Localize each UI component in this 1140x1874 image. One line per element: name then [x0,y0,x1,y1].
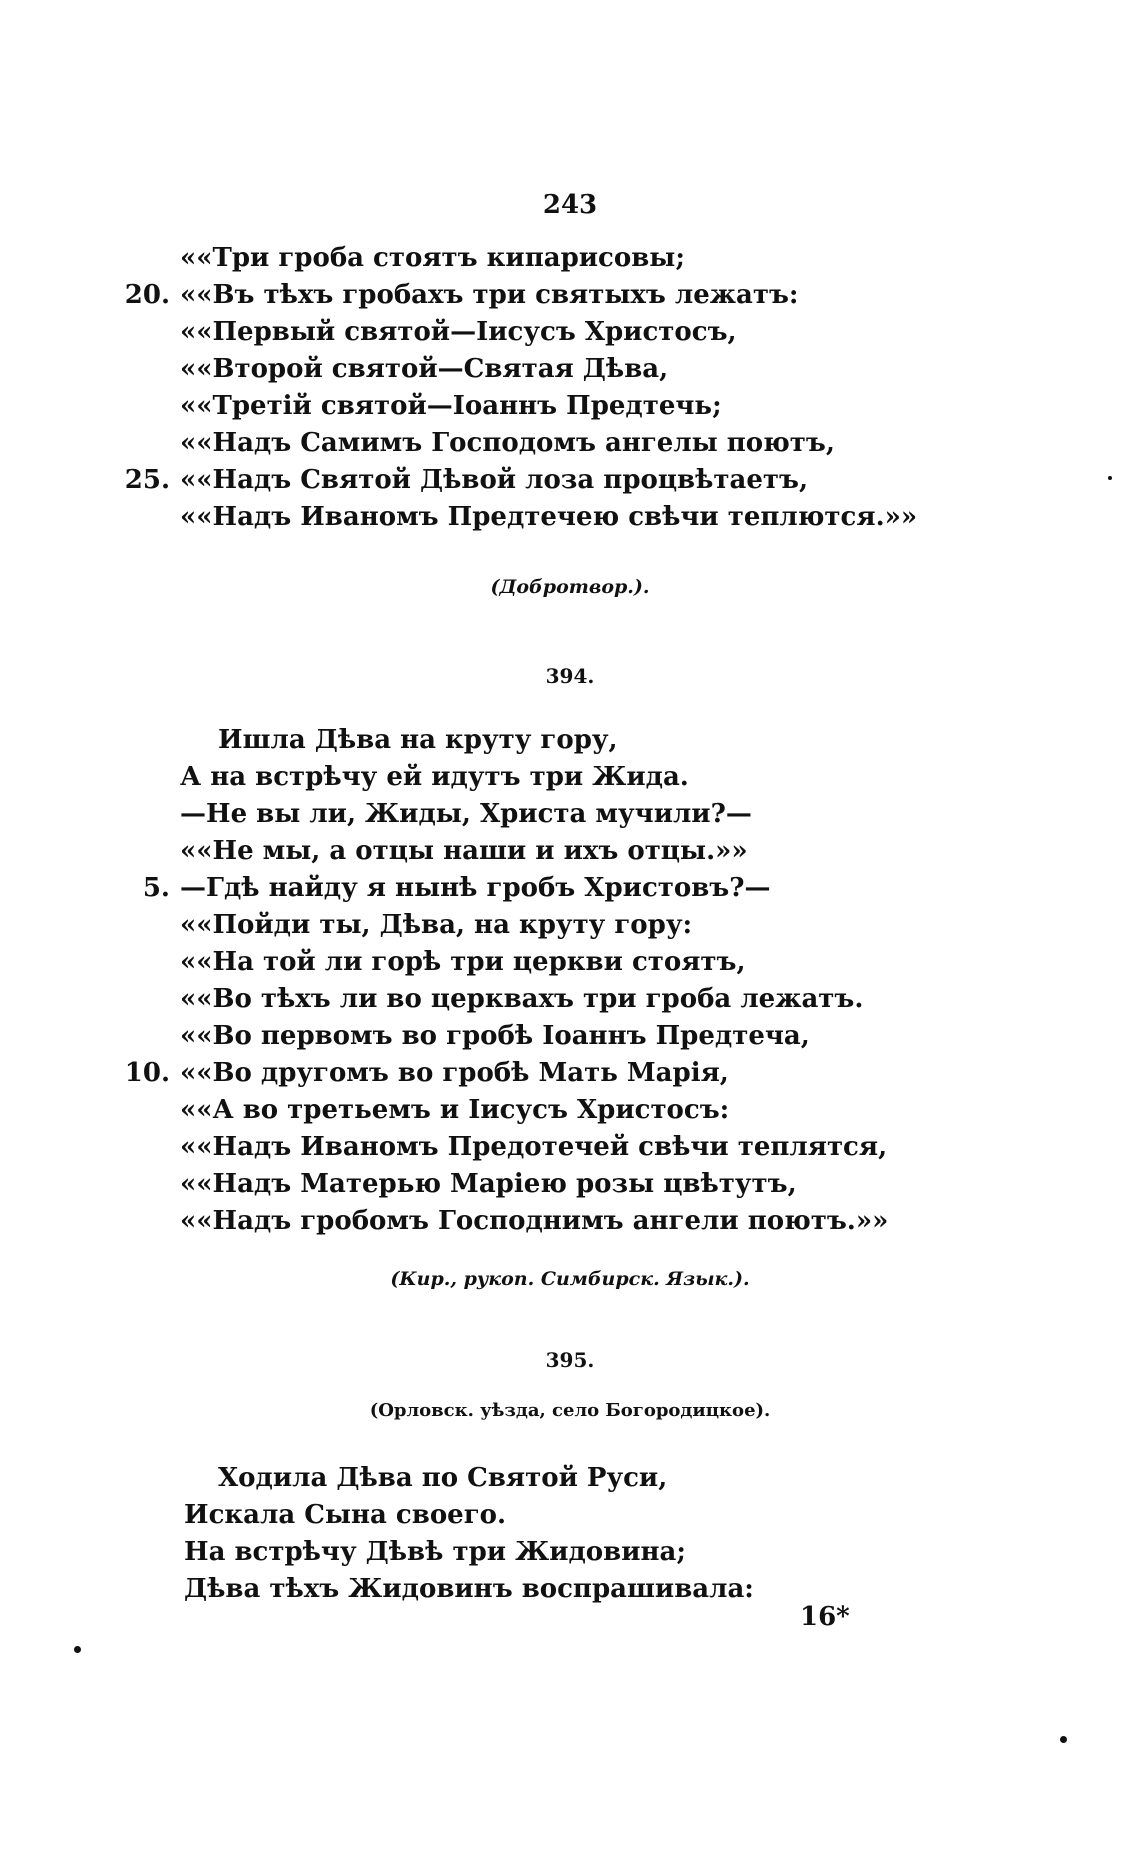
line-text: ««Надъ Святой Дѣвой лоза процвѣтаетъ, [180,465,809,495]
line-number: 5. [142,873,170,903]
line-text: ««Третій святой—Іоаннъ Предтечь; [180,391,722,421]
line-text: ««Второй святой—Святая Дѣва, [180,354,669,384]
line-text: Ходила Дѣва по Святой Руси, [218,1463,668,1493]
line-text: А на встрѣчу ей идутъ три Жида. [180,762,689,792]
line-text: ««Надъ Самимъ Господомъ ангелы поютъ, [180,428,835,458]
line-text: ««Во первомъ во гробѣ Іоаннъ Предтеча, [180,1021,810,1051]
line-text: ««Во тѣхъ ли во церквахъ три гроба лежатъ. [180,984,864,1014]
line-text: На встрѣчу Дѣвѣ три Жидовина; [184,1537,686,1567]
line-text: ««Надъ гробомъ Господнимъ ангели поютъ.»» [180,1206,889,1236]
line-number: 25. [124,465,170,495]
line-text: ««Три гроба стоятъ кипарисовы; [180,243,685,273]
signature-mark: 16* [800,1602,850,1632]
line-text: Искала Сына своего. [184,1500,507,1530]
line-text: ««На той ли горѣ три церкви стоятъ, [180,947,746,977]
line-text: Ишла Дѣва на круту гору, [218,725,618,755]
line-text: ««Надъ Иваномъ Предтечею свѣчи теплются.»» [180,502,918,532]
line-text: ««Надъ Матерью Маріею розы цвѣтутъ, [180,1169,797,1199]
line-text: ««А во третьемъ и Іисусъ Христосъ: [180,1095,730,1125]
line-text: —Не вы ли, Жиды, Христа мучили?— [180,799,752,829]
line-text: ««Первый святой—Іисусъ Христосъ, [180,317,737,347]
line-number: 20. [124,280,170,310]
source-citation: (Добротвор.). [490,576,650,598]
line-text: ««Пойди ты, Дѣва, на круту гору: [180,910,693,940]
section-heading: 395. [545,1348,595,1372]
section-subheading: (Орловск. уѣзда, село Богородицкое). [369,1400,771,1421]
section-heading: 394. [545,664,595,688]
line-text: Дѣва тѣхъ Жидовинъ воспрашивала: [184,1574,754,1604]
page-number: 243 [542,190,598,220]
line-text: —Гдѣ найду я нынѣ гробъ Христовъ?— [180,873,771,903]
line-text: ««Во другомъ во гробѣ Мать Марія, [180,1058,729,1088]
line-text: ««Не мы, а отцы наши и ихъ отцы.»» [180,836,748,866]
line-text: ««Надъ Иваномъ Предотечей свѣчи теплятся, [180,1132,888,1162]
line-text: ««Въ тѣхъ гробахъ три святыхъ лежатъ: [180,280,799,310]
scan-speck [1108,476,1112,480]
line-number: 10. [124,1058,170,1088]
source-citation: (Кир., рукоп. Симбирск. Язык.). [390,1268,750,1290]
scan-speck [1060,1736,1067,1743]
scan-speck [74,1646,81,1653]
